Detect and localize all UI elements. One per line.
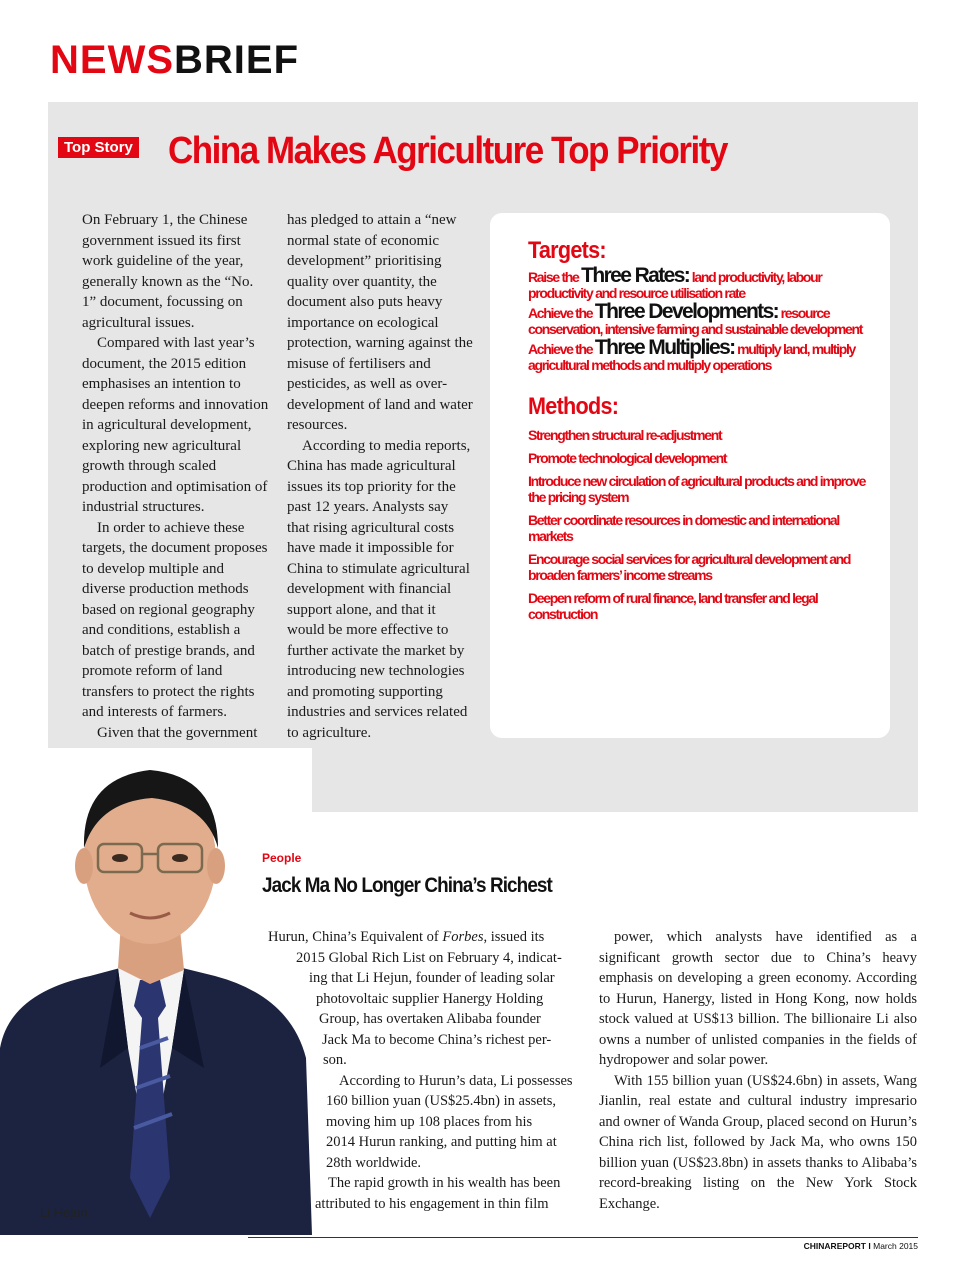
photo-caption: Li Hejun — [40, 1205, 88, 1220]
text-line: son. — [323, 1052, 347, 1068]
target-item: Raise the Three Rates: land productivity, labour productivity and resource utilisation rate — [528, 264, 822, 301]
paragraph: Given that the government — [97, 724, 258, 741]
text-line: Jack Ma to become China’s richest per- — [322, 1031, 552, 1048]
text-line: 2014 Hurun ranking, and putting him at — [326, 1134, 557, 1150]
paragraph: has pledged to attain a “new normal state of economic development” prioritising quality over quantity, the document also puts heavy importance on ecological protection, warning against the misuse of fertilisers and pesticides, as well as over-development of land and water resources. — [287, 212, 473, 433]
targets-heading: Targets: — [528, 237, 606, 264]
portrait-photo — [0, 748, 312, 1235]
page-footer: CHINAREPORT I March 2015 — [803, 1241, 918, 1251]
text-line: attributed to his engagement in thin film — [315, 1195, 549, 1212]
masthead — [50, 40, 299, 80]
text-line: ing that Li Hejun, founder of leading solar — [309, 970, 555, 986]
text-line: 2015 Global Rich List on February 4, indicat- — [296, 949, 562, 966]
masthead-brief: BRIEF — [174, 38, 299, 82]
paragraph: On February 1, the Chinese government issued its first work guideline of the year, generally known as the “No. 1” document, focussing on agricultural issues. — [82, 212, 254, 331]
masthead-news: NEWS — [50, 38, 174, 82]
method-item: Encourage social services for agricultural development and broaden farmers’ income streams — [528, 551, 851, 583]
method-item: Better coordinate resources in domestic and international markets — [528, 512, 839, 544]
paragraph: In order to achieve these targets, the document proposes to develop multiple and diverse production methods based on regional geography and conditions, establish a batch of prestige brands, and promote reform of land transfers to protect the rights and interests of farmers. — [82, 519, 268, 720]
top-story-column-1 — [82, 210, 270, 743]
paragraph: Compared with last year’s document, the 2015 edition emphasises an intention to deepen reforms and innovation in agricultural development, exploring new agricultural growth through scaled production and optimisation of industrial structures. — [82, 335, 269, 515]
text-line: 160 billion yuan (US$25.4bn) in assets, — [326, 1093, 556, 1109]
paragraph: According to media reports, China has made agricultural issues its top priority for the past 12 years. Analysts say that rising agricultural costs have made it impossible for China to stimulate agricultural development with financial support alone, and that it would be more effective to further activate the market by introducing new technologies and promoting supporting industries and services related to agriculture. — [287, 437, 471, 741]
text-line: moving him up 108 places from his — [326, 1113, 533, 1130]
top-story-tag: Top Story — [58, 137, 139, 158]
paragraph: power, which analysts have identified as a significant growth sector due to China’s heavy emphasis on developing a green economy. According to Hurun, Hanergy, listed in Hong Kong, now holds stock valued at US$13 billion. The billionaire Li also owns a number of unlisted companies in the fields of hydropower and solar power. — [599, 929, 917, 1068]
footer-rule — [248, 1237, 918, 1238]
portrait-illustration — [0, 748, 312, 1235]
method-item: Deepen reform of rural finance, land transfer and legal construction — [528, 590, 818, 622]
method-item: Strengthen structural re-adjustment — [528, 427, 722, 443]
top-story-column-2 — [287, 210, 473, 743]
method-item: Introduce new circulation of agricultural products and improve the pricing system — [528, 473, 866, 505]
article-column-1 — [268, 927, 578, 1214]
article-title: Jack Ma No Longer China’s Richest — [262, 874, 552, 897]
section-label: People — [262, 851, 302, 865]
text-line: Hurun, China’s Equivalent of Forbes, issued its — [268, 929, 545, 945]
method-item: Promote technological development — [528, 450, 727, 466]
methods-heading: Methods: — [528, 393, 619, 420]
paragraph: With 155 billion yuan (US$24.6bn) in assets, Wang Jianlin, real estate and cultural industry impresario and owner of Wanda Group, placed second on Hurun’s China rich list, followed by Jack Ma, who owns 150 billion yuan (US$23.8bn) in assets thanks to Alibaba’s record-breaking listing on the New York Stock Exchange. — [599, 1072, 917, 1212]
text-line: photovoltaic supplier Hanergy Holding — [316, 990, 544, 1007]
targets-methods-box — [490, 213, 890, 738]
text-line: 28th worldwide. — [326, 1154, 422, 1171]
text-line: Group, has overtaken Alibaba founder — [319, 1011, 541, 1027]
article-column-2 — [599, 927, 917, 1214]
top-story-headline: China Makes Agriculture Top Priority — [168, 130, 727, 172]
target-item: Achieve the Three Multiplies: multiply land, multiply agricultural methods and multiply operations — [528, 336, 856, 373]
text-line: According to Hurun’s data, Li possesses — [339, 1072, 573, 1089]
target-item: Achieve the Three Developments: resource conservation, intensive farming and sustainable development — [528, 300, 863, 337]
text-line: The rapid growth in his wealth has been — [328, 1175, 561, 1191]
